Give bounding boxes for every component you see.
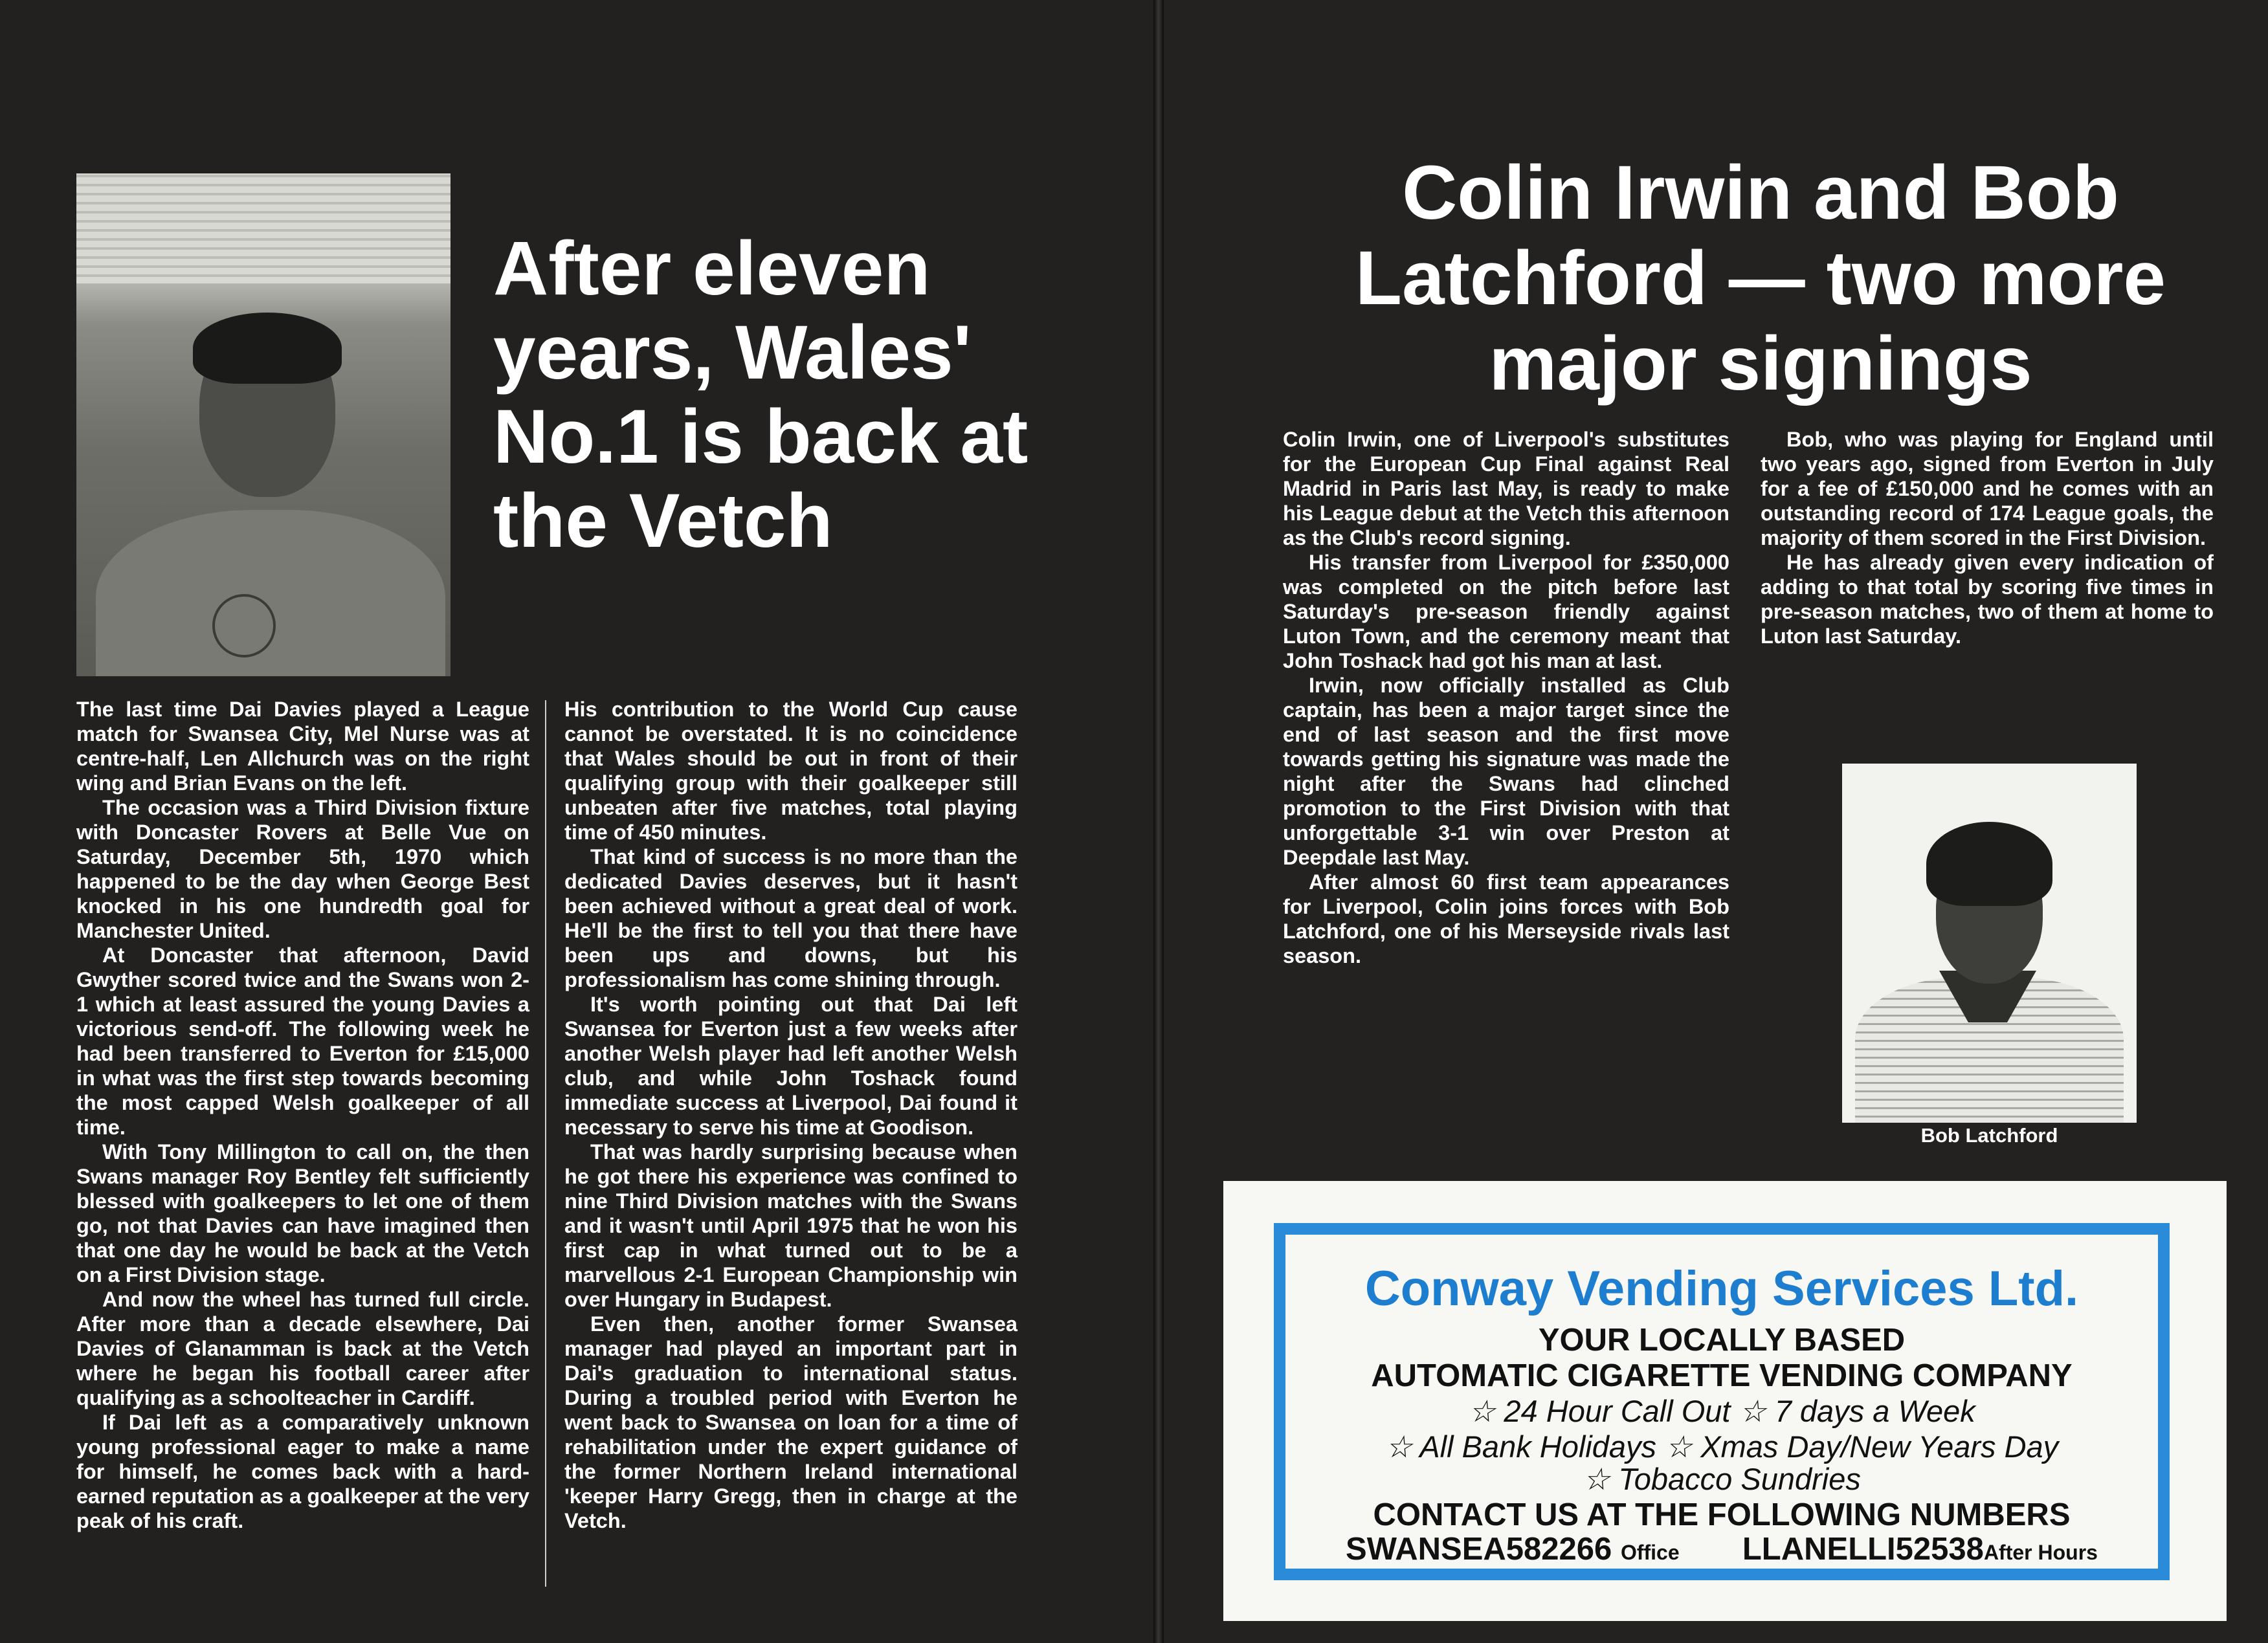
photo-caption: Bob Latchford (1920, 1124, 2058, 1147)
swansea-number-label: Office (1620, 1541, 1680, 1564)
advert-contact-heading: CONTACT US AT THE FOLLOWING NUMBERS (1373, 1497, 2071, 1532)
hair (1926, 822, 2052, 906)
paragraph: The occasion was a Third Division fixture with Doncaster Rovers at Belle Vue on Saturday, December 5th, 1970 which happened to be the day when George Best knocked in his one hundredth goal for Manchester United. (76, 796, 529, 942)
llanelli-number-label: After Hours (1983, 1541, 2098, 1564)
paragraph: He has already given every indication of adding to that total by scoring five times in pre-season matches, two of them at home to Luton last Saturday. (1761, 551, 2214, 648)
article-column-1 (76, 697, 529, 1533)
paragraph: With Tony Millington to call on, the then Swans manager Roy Bentley felt sufficiently blessed with goalkeepers to let one of them go, not that Davies can have imagined then that one day he would be back at the Vetch on a First Division stage. (76, 1140, 529, 1286)
paragraph: That kind of success is no more than the dedicated Davies deserves, but it hasn't been achieved without a great deal of work. He'll be the first to tell you that there have been ups and downs, but his professionalism has come shining through. (564, 845, 1017, 991)
advert-tagline-1: YOUR LOCALLY BASED (1538, 1323, 1906, 1358)
advert-company-name: Conway Vending Services Ltd. (1364, 1261, 2079, 1316)
paragraph: That was hardly surprising because when he got there his experience was confined to nine Third Division matches with the Swans and it wasn't until April 1975 that he won his first cap in what turned out to be a marvellous 2-1 European Championship win over Hungary in Budapest. (564, 1140, 1017, 1311)
bob-latchford-photo (1842, 764, 2137, 1123)
advert-service-line-1: ☆ 24 Hour Call Out ☆ 7 days a Week (1468, 1394, 1975, 1428)
left-page-headline: After eleven years, Wales' No.1 is back at the Vetch (493, 226, 1028, 564)
advert-tagline-2: AUTOMATIC CIGARETTE VENDING COMPANY (1371, 1358, 2073, 1393)
paragraph: Even then, another former Swansea manager had played an important part in Dai's graduation to international status. During a troubled period with Everton he went back to Swansea on loan for a time of rehabilitation under the expert guidance of the former Northern Ireland international 'keeper Harry Gregg, then in charge at the Vetch. (564, 1312, 1017, 1532)
right-page-headline: Colin Irwin and Bob Latchford — two more major signings (1355, 150, 2166, 406)
paragraph: Colin Irwin, one of Liverpool's substitutes for the European Cup Final against Real Madrid in Paris last May, is ready to make his League debut at the Vetch this afternoon as the Club's record signing. (1283, 428, 1729, 549)
paragraph: If Dai left as a comparatively unknown young professional eager to make a name for himself, he comes back with a hard-earned reputation as a goalkeeper at the very peak of his craft. (76, 1411, 529, 1532)
paragraph: And now the wheel has turned full circle. After more than a decade elsewhere, Dai Davies of Glanamman is back at the Vetch where he began his football career after qualifying as a schoolteacher in Cardiff. (76, 1288, 529, 1409)
paragraph: His contribution to the World Cup cause cannot be overstated. It is no coincidence that Wales should be out in front of their qualifying group with their goalkeeper still unbeaten after five matches, total playing time of 450 minutes. (564, 698, 1017, 844)
paragraph: The last time Dai Davies played a League match for Swansea City, Mel Nurse was at centre-half, Len Allchurch was on the right wing and Brian Evans on the left. (76, 698, 529, 795)
advert-card (1223, 1181, 2227, 1621)
advert-service-line-3: ☆ Tobacco Sundries (1583, 1462, 1861, 1496)
paragraph: It's worth pointing out that Dai left Swansea for Everton just a few weeks after another Welsh player had left another Welsh club, and while John Toshack found immediate success at Liverpool, Dai found it necessary to serve his time at Goodison. (564, 993, 1017, 1139)
llanelli-number: LLANELLI52538 (1742, 1532, 1984, 1567)
signings-column-1 (1283, 427, 1729, 968)
paragraph: After almost 60 first team appearances for Liverpool, Colin joins forces with Bob Latchford, one of his Merseyside rivals last season. (1283, 870, 1729, 967)
magazine-spine (1153, 0, 1164, 1643)
paragraph: Irwin, now officially installed as Club captain, has been a major target since the end of last season and the first move towards getting his signature was made the night after the Swans had clinched promotion to the First Division with that unforgettable 3-1 win over Preston at Deepdale last May. (1283, 674, 1729, 869)
stadium-stand-background (76, 173, 450, 283)
article-column-2 (564, 697, 1017, 1533)
paragraph: At Doncaster that afternoon, David Gwyther scored twice and the Swans won 2-1 which at least assured the young Davies a victorious send-off. The following week he had been transferred to Everton for £15,000 in what was the first step towards becoming the most capped Welsh goalkeeper of all time. (76, 943, 529, 1139)
swansea-number: SWANSEA582266 (1346, 1532, 1612, 1567)
hair (193, 313, 342, 384)
advert-frame (1274, 1223, 2170, 1580)
signings-column-2 (1761, 427, 2214, 648)
goalkeeper-shirt (96, 510, 445, 676)
column-divider (545, 700, 546, 1587)
paragraph: His transfer from Liverpool for £350,000 was completed on the pitch before last Saturday's pre-season friendly against Luton Town, and the ceremony meant that John Toshack had got his man at last. (1283, 551, 1729, 672)
paragraph: Bob, who was playing for England until two years ago, signed from Everton in July for a fee of £150,000 and he comes with an outstanding record of 174 League goals, the majority of them scored in the First Division. (1761, 428, 2214, 549)
advert-phone-numbers (1285, 1531, 2158, 1567)
dai-davies-photo (76, 173, 450, 676)
shirt-badge-icon (212, 594, 276, 657)
advert-service-line-2: ☆ All Bank Holidays ☆ Xmas Day/New Years Day (1384, 1429, 2059, 1464)
